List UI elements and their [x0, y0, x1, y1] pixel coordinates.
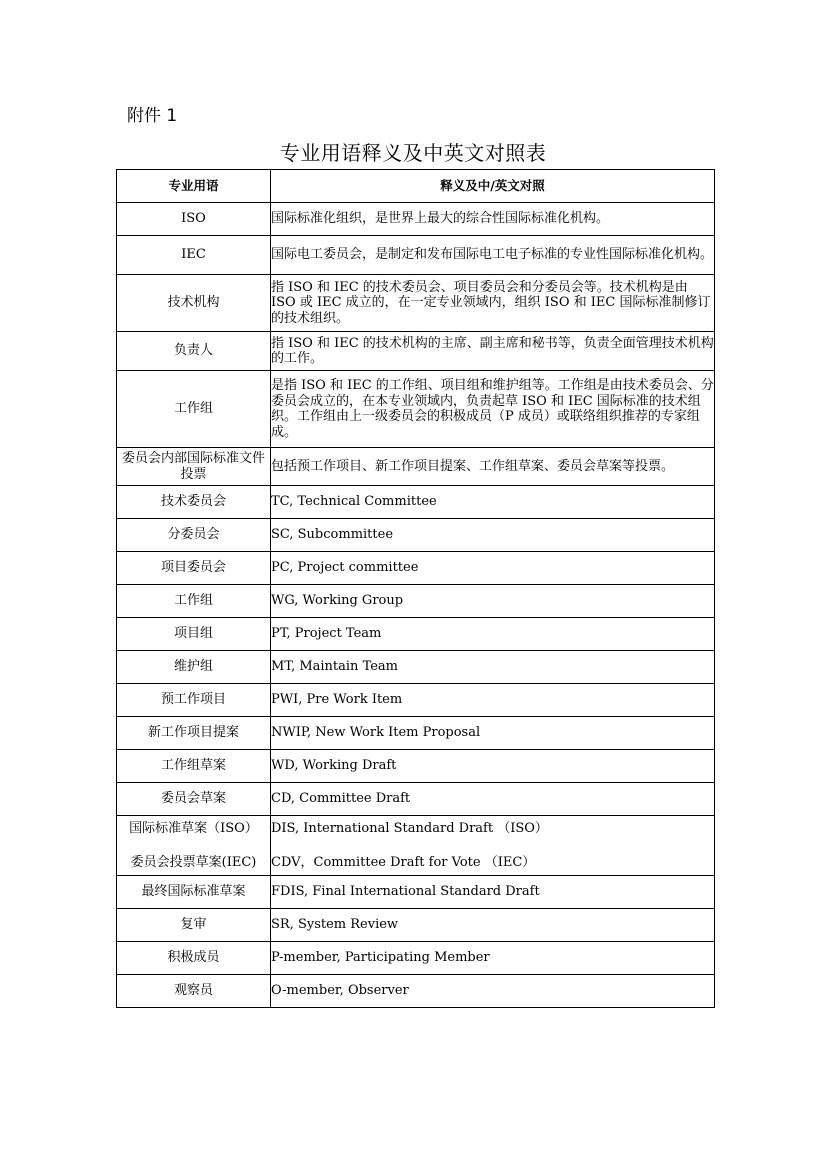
- term-cell: 项目组: [117, 618, 271, 651]
- term-cell: IEC: [117, 236, 271, 275]
- column-header-term: 专业用语: [117, 170, 271, 203]
- term-cell: [117, 816, 271, 876]
- table-row: [117, 448, 715, 486]
- description-cell: WD, Working Draft: [271, 750, 715, 783]
- term-cell: 新工作项目提案: [117, 717, 271, 750]
- term-cell: 工作组: [117, 371, 271, 448]
- term-cell: 最终国际标准草案: [117, 876, 271, 909]
- description-cell: O-member, Observer: [271, 975, 715, 1008]
- table-row: [117, 816, 715, 876]
- table-row: [117, 332, 715, 371]
- description-cell: 国际标准化组织，是世界上最大的综合性国际标准化机构。: [271, 203, 715, 236]
- term-cell: 委员会内部国际标准文件投票: [117, 448, 271, 486]
- table-row: [117, 684, 715, 717]
- term-cell: 工作组: [117, 585, 271, 618]
- table-row: [117, 618, 715, 651]
- description-cell: 国际电工委员会，是制定和发布国际电工电子标准的专业性国际标准化机构。: [271, 236, 715, 275]
- term-cell: 维护组: [117, 651, 271, 684]
- term-text: 委员会投票草案(IEC): [130, 855, 257, 870]
- description-cell: PC, Project committee: [271, 552, 715, 585]
- term-cell: 技术机构: [117, 275, 271, 332]
- description-cell: TC, Technical Committee: [271, 486, 715, 519]
- term-cell: 技术委员会: [117, 486, 271, 519]
- description-text: CDV，Committee Draft for Vote （IEC）: [271, 855, 536, 870]
- description-cell: NWIP, New Work Item Proposal: [271, 717, 715, 750]
- table-row: [117, 275, 715, 332]
- table-row: [117, 783, 715, 816]
- description-cell: FDIS, Final International Standard Draft: [271, 876, 715, 909]
- term-cell: ISO: [117, 203, 271, 236]
- table-header-row: [117, 170, 715, 203]
- term-cell: 观察员: [117, 975, 271, 1008]
- term-cell: 预工作项目: [117, 684, 271, 717]
- description-cell: SR, System Review: [271, 909, 715, 942]
- description-cell: 是指 ISO 和 IEC 的工作组、项目组和维护组等。工作组是由技术委员会、分委员会成立的，在本专业领域内，负责起草 ISO 和 IEC 国际标准的技术组织。工作组由上一级委员会的积极成员（P 成员）或联络组织推荐的专家组成。: [271, 371, 715, 448]
- table-row: [117, 651, 715, 684]
- description-cell: [271, 816, 715, 876]
- table-row: [117, 486, 715, 519]
- term-cell: 负责人: [117, 332, 271, 371]
- table-row: [117, 975, 715, 1008]
- description-cell: P-member, Participating Member: [271, 942, 715, 975]
- term-cell: 复审: [117, 909, 271, 942]
- table-body-after: [117, 876, 715, 1008]
- table-row: [117, 942, 715, 975]
- term-cell: 项目委员会: [117, 552, 271, 585]
- table-body-dual: [117, 816, 715, 876]
- description-cell: PT, Project Team: [271, 618, 715, 651]
- table-row: [117, 717, 715, 750]
- table-row: [117, 585, 715, 618]
- table-row: [117, 371, 715, 448]
- description-cell: WG, Working Group: [271, 585, 715, 618]
- table-row: [117, 750, 715, 783]
- description-cell: 指 ISO 和 IEC 的技术委员会、项目委员会和分委员会等。技术机构是由 ISO 或 IEC 成立的，在一定专业领域内，组织 ISO 和 IEC 国际标准制修订的技术组织。: [271, 275, 715, 332]
- page-title: 专业用语释义及中英文对照表: [279, 141, 547, 165]
- table-row: [117, 519, 715, 552]
- term-cell: 工作组草案: [117, 750, 271, 783]
- description-cell: PWI, Pre Work Item: [271, 684, 715, 717]
- description-cell: 指 ISO 和 IEC 的技术机构的主席、副主席和秘书等，负责全面管理技术机构的工作。: [271, 332, 715, 371]
- description-cell: MT, Maintain Team: [271, 651, 715, 684]
- description-cell: 包括预工作项目、新工作项目提案、工作组草案、委员会草案等投票。: [271, 448, 715, 486]
- attachment-label: 附件 1: [127, 106, 178, 126]
- column-header-description: 释义及中/英文对照: [271, 170, 715, 203]
- term-cell: 委员会草案: [117, 783, 271, 816]
- table-row: [117, 552, 715, 585]
- term-text: 国际标准草案（ISO）: [129, 820, 258, 836]
- description-text: DIS, International Standard Draft （ISO）: [271, 820, 548, 836]
- description-cell: CD, Committee Draft: [271, 783, 715, 816]
- table-row: [117, 203, 715, 236]
- table-row: [117, 876, 715, 909]
- table-row: [117, 236, 715, 275]
- term-cell: 积极成员: [117, 942, 271, 975]
- table-row: [117, 909, 715, 942]
- description-cell: SC, Subcommittee: [271, 519, 715, 552]
- terms-table: [116, 169, 715, 1008]
- term-cell: 分委员会: [117, 519, 271, 552]
- table-body: [117, 203, 715, 816]
